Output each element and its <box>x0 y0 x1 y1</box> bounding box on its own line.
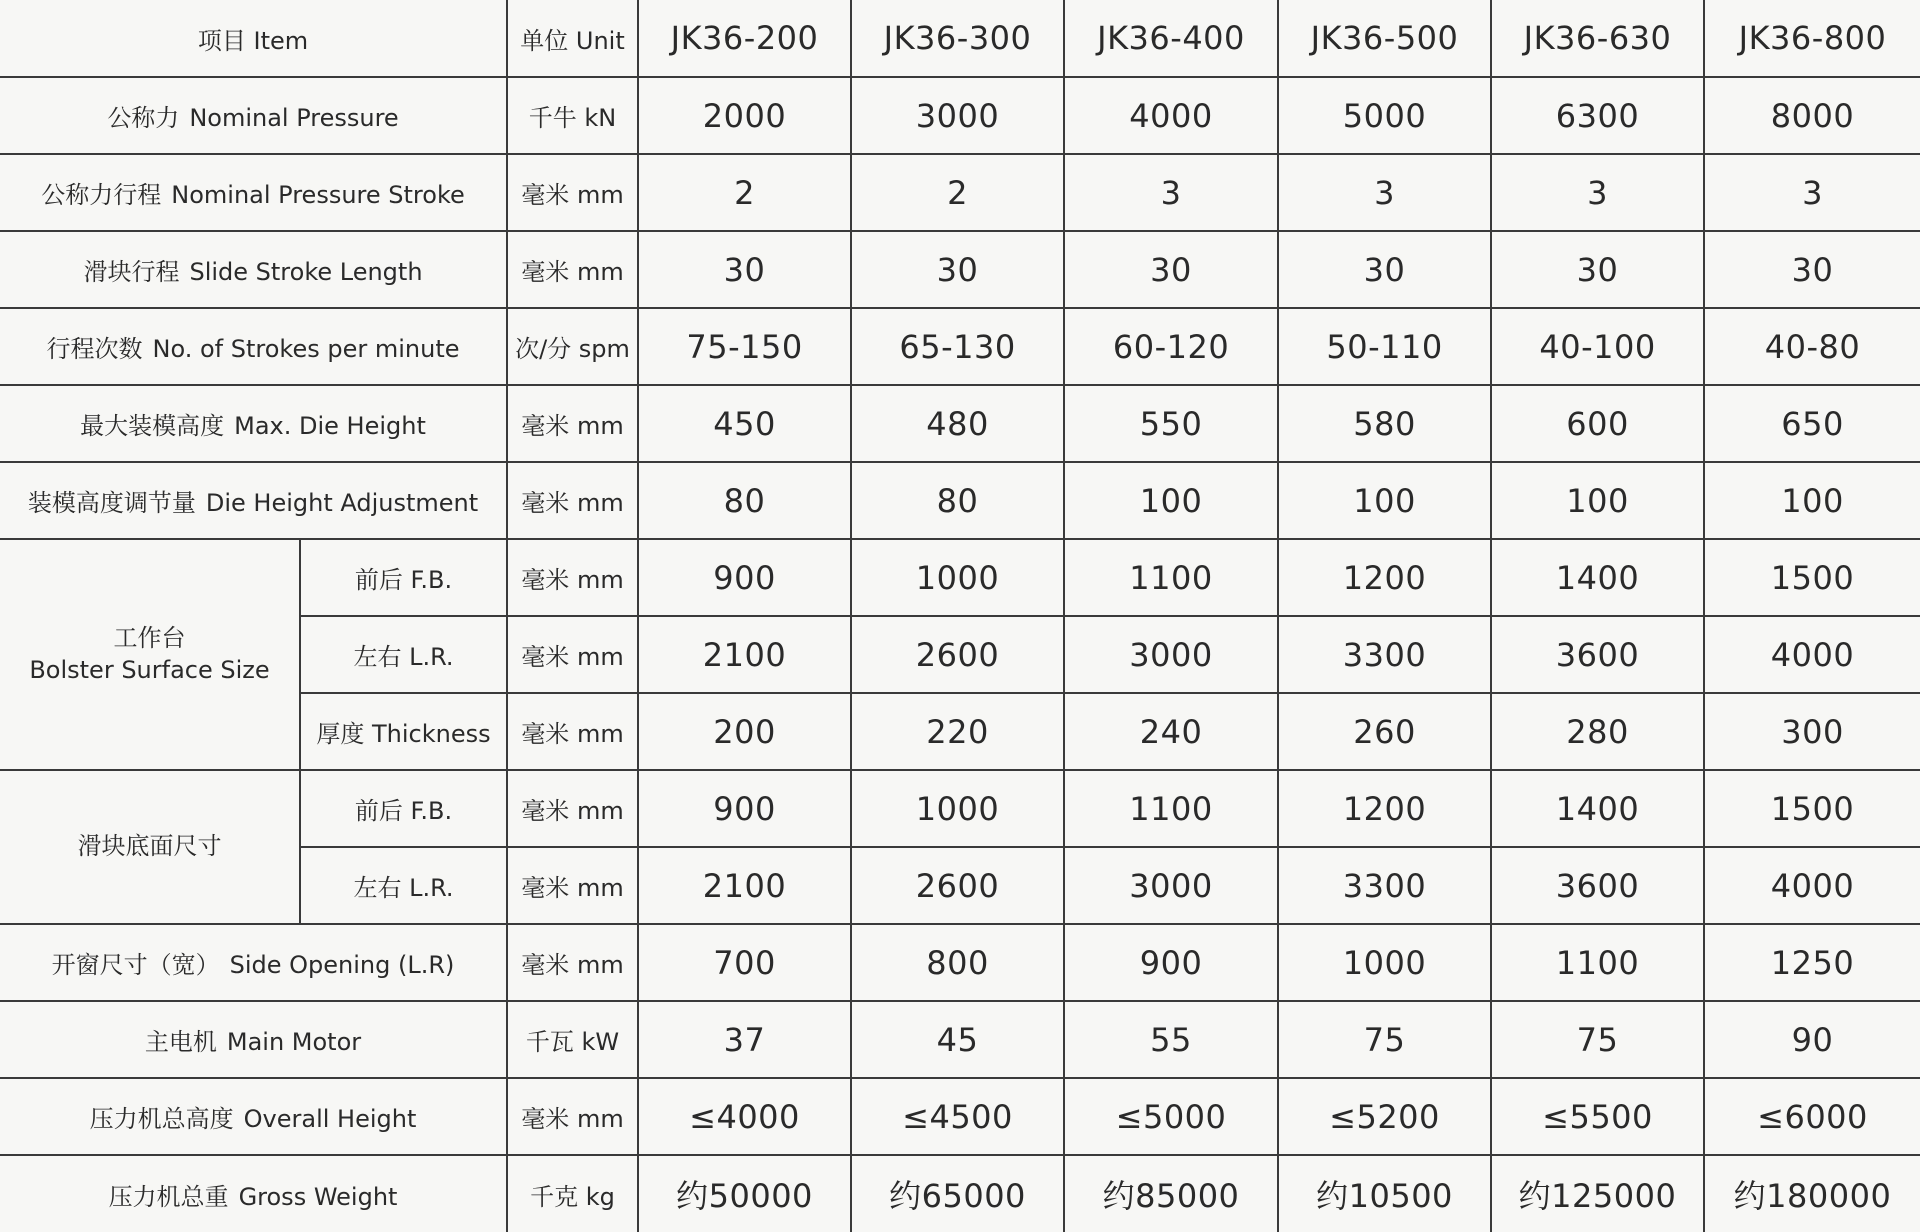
unit-cell: 毫米 mm <box>507 616 638 693</box>
row-label <box>0 1001 507 1078</box>
label-en: Max. Die Height <box>234 412 426 440</box>
sub-label: 厚度 Thickness <box>300 693 507 770</box>
value-cell: 580 <box>1278 385 1491 462</box>
value-cell: 1100 <box>1064 539 1278 616</box>
unit-cell: 毫米 mm <box>507 231 638 308</box>
value-cell: 90 <box>1704 1001 1920 1078</box>
model-header: JK36-500 <box>1278 0 1491 77</box>
row-die-height-adjustment <box>0 462 1920 539</box>
row-max-die-height <box>0 385 1920 462</box>
row-label <box>0 1155 507 1232</box>
value-cell: 55 <box>1064 1001 1278 1078</box>
value-cell: 1250 <box>1704 924 1920 1001</box>
value-cell: 100 <box>1491 462 1704 539</box>
model-header: JK36-800 <box>1704 0 1920 77</box>
value-cell: 3000 <box>1064 847 1278 924</box>
unit-cell: 毫米 mm <box>507 462 638 539</box>
value-cell: 60-120 <box>1064 308 1278 385</box>
value-cell: ≤4000 <box>638 1078 851 1155</box>
value-cell: 3 <box>1064 154 1278 231</box>
value-cell: 1100 <box>1491 924 1704 1001</box>
label-cn: 行程次数 <box>46 335 143 363</box>
value-cell: 220 <box>851 693 1064 770</box>
label-en: Die Height Adjustment <box>205 489 479 517</box>
row-nominal-pressure <box>0 77 1920 154</box>
bolster-group-en: Bolster Surface Size <box>29 655 270 684</box>
value-cell: 4000 <box>1704 616 1920 693</box>
sub-label: 前后 F.B. <box>300 539 507 616</box>
label-cn: 压力机总高度 <box>89 1105 234 1133</box>
value-cell: 75 <box>1278 1001 1491 1078</box>
value-cell: 1200 <box>1278 770 1491 847</box>
value-cell: 8000 <box>1704 77 1920 154</box>
row-slide-bottom-fb <box>0 770 1920 847</box>
row-main-motor <box>0 1001 1920 1078</box>
row-bolster-fb <box>0 539 1920 616</box>
value-cell: 30 <box>638 231 851 308</box>
value-cell: 900 <box>1064 924 1278 1001</box>
value-cell: 1200 <box>1278 539 1491 616</box>
label-cn: 压力机总重 <box>108 1182 229 1211</box>
value-cell: 45 <box>851 1001 1064 1078</box>
label-cn: 公称力 <box>107 104 180 132</box>
model-header: JK36-400 <box>1064 0 1278 77</box>
label-en: No. of Strokes per minute <box>152 335 460 363</box>
value-cell: 600 <box>1491 385 1704 462</box>
label-en: Nominal Pressure <box>189 104 399 132</box>
row-label <box>0 231 507 308</box>
value-cell: 2100 <box>638 847 851 924</box>
row-overall-height <box>0 1078 1920 1155</box>
value-cell: 100 <box>1064 462 1278 539</box>
unit-cell: 千克 kg <box>507 1155 638 1232</box>
value-cell: 50-110 <box>1278 308 1491 385</box>
value-cell: 约125000 <box>1491 1155 1704 1232</box>
unit-cell: 毫米 mm <box>507 1078 638 1155</box>
value-cell: 900 <box>638 539 851 616</box>
value-cell: 30 <box>1278 231 1491 308</box>
sub-label: 左右 L.R. <box>300 847 507 924</box>
row-label <box>0 77 507 154</box>
value-cell: 65-130 <box>851 308 1064 385</box>
value-cell: 1000 <box>1278 924 1491 1001</box>
unit-cell: 千瓦 kW <box>507 1001 638 1078</box>
value-cell: ≤5500 <box>1491 1078 1704 1155</box>
value-cell: 75 <box>1491 1001 1704 1078</box>
value-cell: 约10500 <box>1278 1155 1491 1232</box>
value-cell: ≤5000 <box>1064 1078 1278 1155</box>
value-cell: 1500 <box>1704 770 1920 847</box>
value-cell: 2600 <box>851 616 1064 693</box>
value-cell: 100 <box>1278 462 1491 539</box>
label-en: Slide Stroke Length <box>189 258 423 286</box>
value-cell: 37 <box>638 1001 851 1078</box>
unit-cell: 次/分 spm <box>507 308 638 385</box>
item-header: 项目 Item <box>0 0 507 77</box>
row-gross-weight <box>0 1155 1920 1232</box>
value-cell: 700 <box>638 924 851 1001</box>
value-cell: 1000 <box>851 539 1064 616</box>
value-cell: 3 <box>1491 154 1704 231</box>
bolster-group-cn: 工作台 <box>113 624 186 653</box>
value-cell: 240 <box>1064 693 1278 770</box>
value-cell: 2100 <box>638 616 851 693</box>
label-cn: 主电机 <box>144 1028 217 1056</box>
value-cell: 800 <box>851 924 1064 1001</box>
row-label <box>0 924 507 1001</box>
sub-label: 前后 F.B. <box>300 770 507 847</box>
row-side-opening <box>0 924 1920 1001</box>
value-cell: 6300 <box>1491 77 1704 154</box>
value-cell: 30 <box>851 231 1064 308</box>
row-label <box>0 385 507 462</box>
value-cell: 3600 <box>1491 847 1704 924</box>
unit-cell: 毫米 mm <box>507 924 638 1001</box>
value-cell: 4000 <box>1704 847 1920 924</box>
value-cell: 80 <box>851 462 1064 539</box>
value-cell: 4000 <box>1064 77 1278 154</box>
sub-label: 左右 L.R. <box>300 616 507 693</box>
unit-header: 单位 Unit <box>507 0 638 77</box>
value-cell: 260 <box>1278 693 1491 770</box>
value-cell: 约85000 <box>1064 1155 1278 1232</box>
value-cell: ≤4500 <box>851 1078 1064 1155</box>
value-cell: 1500 <box>1704 539 1920 616</box>
value-cell: 30 <box>1704 231 1920 308</box>
value-cell: 650 <box>1704 385 1920 462</box>
value-cell: 5000 <box>1278 77 1491 154</box>
value-cell: 200 <box>638 693 851 770</box>
label-cn: 开窗尺寸（宽） <box>51 951 220 979</box>
unit-cell: 毫米 mm <box>507 154 638 231</box>
value-cell: 480 <box>851 385 1064 462</box>
value-cell: 3 <box>1278 154 1491 231</box>
value-cell: 1400 <box>1491 770 1704 847</box>
label-cn: 滑块行程 <box>83 258 180 286</box>
label-en: Side Opening (L.R) <box>229 951 455 979</box>
model-header: JK36-200 <box>638 0 851 77</box>
value-cell: 1100 <box>1064 770 1278 847</box>
value-cell: 30 <box>1064 231 1278 308</box>
unit-cell: 毫米 mm <box>507 539 638 616</box>
header-row <box>0 0 1920 77</box>
value-cell: 约65000 <box>851 1155 1064 1232</box>
label-en: Gross Weight <box>238 1182 398 1211</box>
value-cell: 2 <box>851 154 1064 231</box>
value-cell: 约50000 <box>638 1155 851 1232</box>
value-cell: 40-100 <box>1491 308 1704 385</box>
unit-cell: 毫米 mm <box>507 770 638 847</box>
value-cell: 3000 <box>851 77 1064 154</box>
value-cell: 3300 <box>1278 847 1491 924</box>
value-cell: ≤5200 <box>1278 1078 1491 1155</box>
value-cell: 30 <box>1491 231 1704 308</box>
value-cell: 3600 <box>1491 616 1704 693</box>
model-header: JK36-300 <box>851 0 1064 77</box>
value-cell: 2 <box>638 154 851 231</box>
row-label <box>0 154 507 231</box>
row-slide-stroke-length <box>0 231 1920 308</box>
slide-bottom-group-label: 滑块底面尺寸 <box>0 770 300 924</box>
bolster-group-label <box>0 539 300 770</box>
value-cell: 80 <box>638 462 851 539</box>
value-cell: 75-150 <box>638 308 851 385</box>
label-cn: 公称力行程 <box>41 181 162 209</box>
value-cell: ≤6000 <box>1704 1078 1920 1155</box>
value-cell: 3300 <box>1278 616 1491 693</box>
value-cell: 300 <box>1704 693 1920 770</box>
unit-cell: 毫米 mm <box>507 693 638 770</box>
row-label <box>0 308 507 385</box>
value-cell: 1000 <box>851 770 1064 847</box>
row-nominal-pressure-stroke <box>0 154 1920 231</box>
row-strokes-per-minute <box>0 308 1920 385</box>
value-cell: 3 <box>1704 154 1920 231</box>
value-cell: 450 <box>638 385 851 462</box>
label-en: Nominal Pressure Stroke <box>171 181 465 209</box>
value-cell: 100 <box>1704 462 1920 539</box>
value-cell: 3000 <box>1064 616 1278 693</box>
label-cn: 装模高度调节量 <box>27 489 196 517</box>
value-cell: 2000 <box>638 77 851 154</box>
row-label <box>0 1078 507 1155</box>
label-en: Main Motor <box>226 1028 362 1056</box>
unit-cell: 毫米 mm <box>507 847 638 924</box>
label-cn: 最大装模高度 <box>80 412 225 440</box>
unit-cell: 毫米 mm <box>507 385 638 462</box>
value-cell: 1400 <box>1491 539 1704 616</box>
value-cell: 2600 <box>851 847 1064 924</box>
row-label <box>0 462 507 539</box>
value-cell: 40-80 <box>1704 308 1920 385</box>
unit-cell: 千牛 kN <box>507 77 638 154</box>
value-cell: 900 <box>638 770 851 847</box>
value-cell: 280 <box>1491 693 1704 770</box>
value-cell: 约180000 <box>1704 1155 1920 1232</box>
model-header: JK36-630 <box>1491 0 1704 77</box>
value-cell: 550 <box>1064 385 1278 462</box>
label-en: Overall Height <box>243 1105 417 1133</box>
